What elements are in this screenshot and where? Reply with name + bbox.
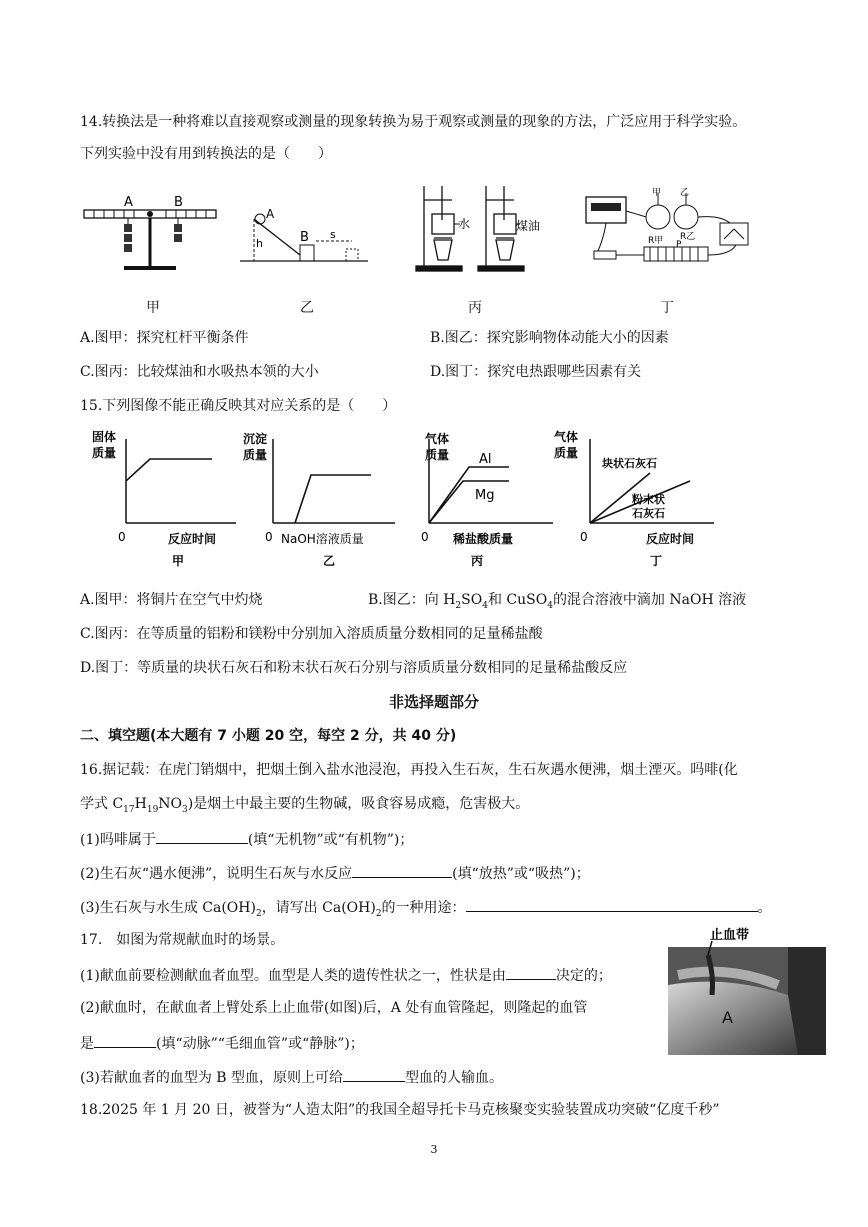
q17-sub2: (2)献血时，在献血者上臂处系上止血带(如图)后，A 处有血管隆起，则隆起的血管 bbox=[80, 1000, 588, 1016]
slope-figure bbox=[240, 205, 370, 270]
graph-yi-ylabel-2: 质量 bbox=[243, 448, 268, 462]
q17-stem: 17. 如图为常规献血时的场景。 bbox=[80, 932, 285, 948]
q15-stem: 15.下列图像不能正确反映其对应关系的是（ ） bbox=[80, 398, 397, 414]
label-jia: 甲 bbox=[652, 188, 662, 198]
q14-stem-line1: 14.转换法是一种将难以直接观察或测量的现象转换为易于观察或测量的现象的方法，广泛应用于科学实验。 bbox=[80, 114, 747, 130]
q17-sub2-cont: 是 (填“动脉”“毛细血管”或“静脉”)； bbox=[80, 1032, 364, 1054]
graph-ding-label-lump: 块状石灰石 bbox=[602, 457, 657, 470]
slope-label-b: B bbox=[300, 230, 309, 245]
q16-stem-line2: 学式 $C_{17}H_{19}NO_3$)是烟土中最主要的生物碱，吸食容易成瘾，危害极大。 bbox=[80, 796, 530, 815]
heating-figure bbox=[410, 180, 545, 275]
lever-figure bbox=[80, 190, 220, 275]
q17-sub1-blank[interactable] bbox=[506, 964, 556, 980]
q15-option-b: B.图乙：向 $H_2SO_4$和 CuSO$_4$的混合溶液中滴加 NaOH 溶液 bbox=[368, 592, 747, 611]
graph-jia bbox=[80, 425, 250, 575]
q15-option-a: A.图甲：将铜片在空气中灼烧 bbox=[80, 592, 263, 608]
q14-option-d: D.图丁：探究电热跟哪些因素有关 bbox=[430, 364, 642, 380]
q18-stem: 18.2025 年 1 月 20 日，被誉为“人造太阳”的我国全超导托卡马克核聚变实验装置成功突破“亿度千秒” bbox=[80, 1102, 720, 1118]
graph-ding-caption: 丁 bbox=[650, 554, 663, 568]
graph-jia-caption: 甲 bbox=[172, 554, 185, 568]
graph-bing-xlabel: 稀盐酸质量 bbox=[453, 532, 514, 546]
q16-stem-line1: 16.据记载：在虎门销烟中，把烟土倒入盐水池浸泡，再投入生石灰，生石灰遇水便沸，烟土湮灭。吗啡(化 bbox=[80, 762, 738, 778]
q16-sub1-blank[interactable] bbox=[156, 828, 248, 844]
q16-sub2-blank[interactable] bbox=[352, 862, 452, 878]
caption-ding: 丁 bbox=[660, 300, 674, 316]
q15-option-d: D.图丁：等质量的块状石灰石和粉末状石灰石分别与溶质质量分数相同的足量稀盐酸反应 bbox=[80, 660, 628, 676]
graph-yi-ylabel-1: 沉淀 bbox=[243, 432, 268, 446]
label-p: P bbox=[676, 240, 682, 250]
q15-option-c: C.图丙：在等质量的铝粉和镁粉中分别加入溶质质量分数相同的足量稀盐酸 bbox=[80, 626, 543, 642]
q17-sub2-blank[interactable] bbox=[94, 1032, 156, 1048]
slope-label-a: A bbox=[266, 207, 275, 221]
q17-sub1: (1)献血前要检测献血者血型。血型是人类的遗传性状之一，性状是由 决定的； bbox=[80, 964, 612, 986]
graph-jia-ylabel-2: 质量 bbox=[92, 446, 117, 460]
graph-jia-xlabel: 反应时间 bbox=[168, 532, 217, 546]
q14-stem-line2: 下列实验中没有用到转换法的是（ ） bbox=[80, 146, 332, 162]
photo-label-tourniquet: 止血带 bbox=[710, 928, 750, 943]
graph-bing-label-al: Al bbox=[479, 452, 492, 467]
graph-ding-ylabel-1: 气体 bbox=[554, 430, 579, 444]
q17-sub3: (3)若献血者的血型为 B 型血，原则上可给 型血的人输血。 bbox=[80, 1066, 503, 1088]
graph-bing-label-mg: Mg bbox=[475, 488, 495, 503]
graph-yi-xlabel: NaOH溶液质量 bbox=[281, 532, 364, 546]
lever-label-a: A bbox=[124, 195, 133, 210]
graph-ding-xlabel: 反应时间 bbox=[646, 532, 695, 546]
q16-sub3-blank[interactable] bbox=[466, 896, 758, 912]
graph-ding-origin: 0 bbox=[580, 530, 588, 544]
q14-option-c: C.图丙：比较煤油和水吸热本领的大小 bbox=[80, 364, 319, 380]
photo-label-a: A bbox=[722, 1008, 733, 1027]
graph-bing-caption: 丙 bbox=[471, 554, 484, 568]
circuit-figure bbox=[580, 185, 755, 270]
graph-bing-ylabel-2: 质量 bbox=[425, 448, 450, 462]
q16-sub1: (1)吗啡属于 (填“无机物”或“有机物”)； bbox=[80, 828, 413, 850]
blood-donation-photo bbox=[668, 925, 826, 1055]
label-water: 水 bbox=[458, 217, 471, 231]
label-r-jia: R甲 bbox=[648, 236, 664, 246]
slope-label-s: s bbox=[330, 228, 336, 241]
slope-label-h: h bbox=[256, 237, 263, 250]
section-heading: 二、填空题(本大题有 7 小题 20 空，每空 2 分，共 40 分) bbox=[80, 728, 457, 744]
section-title: 非选择题部分 bbox=[388, 693, 479, 711]
graph-ding-label-powder-2: 石灰石 bbox=[632, 507, 665, 520]
caption-yi: 乙 bbox=[300, 300, 314, 316]
q14-option-b: B.图乙：探究影响物体动能大小的因素 bbox=[430, 330, 669, 346]
q14-option-a: A.图甲：探究杠杆平衡条件 bbox=[80, 330, 249, 346]
graph-ding-ylabel-2: 质量 bbox=[554, 446, 579, 460]
label-yi: 乙 bbox=[680, 188, 690, 198]
label-r-yi: R乙 bbox=[680, 232, 696, 242]
graph-yi bbox=[235, 425, 405, 575]
page-number: 3 bbox=[430, 1143, 438, 1156]
lever-label-b: B bbox=[174, 195, 183, 210]
q16-sub3: (3)生石灰与水生成 $Ca(OH)_2$，请写出 $Ca(OH)_2$的一种用途： 。 bbox=[80, 896, 772, 924]
graph-bing bbox=[395, 425, 565, 575]
graph-ding-label-powder-1: 粉末状 bbox=[632, 493, 665, 506]
graph-bing-origin: 0 bbox=[421, 530, 429, 544]
graph-bing-ylabel-1: 气体 bbox=[425, 432, 450, 446]
label-oil: 煤油 bbox=[516, 219, 541, 233]
graph-yi-caption: 乙 bbox=[323, 554, 336, 568]
graph-jia-ylabel-1: 固体 bbox=[92, 430, 117, 444]
q16-sub2: (2)生石灰“遇水便沸”，说明生石灰与水反应 (填“放热”或“吸热”)； bbox=[80, 862, 590, 884]
caption-jia: 甲 bbox=[146, 300, 160, 316]
graph-yi-origin: 0 bbox=[265, 530, 273, 544]
caption-bing: 丙 bbox=[468, 300, 482, 316]
graph-jia-origin: 0 bbox=[118, 530, 126, 544]
graph-ding bbox=[550, 425, 720, 575]
q17-sub3-blank[interactable] bbox=[343, 1066, 405, 1082]
